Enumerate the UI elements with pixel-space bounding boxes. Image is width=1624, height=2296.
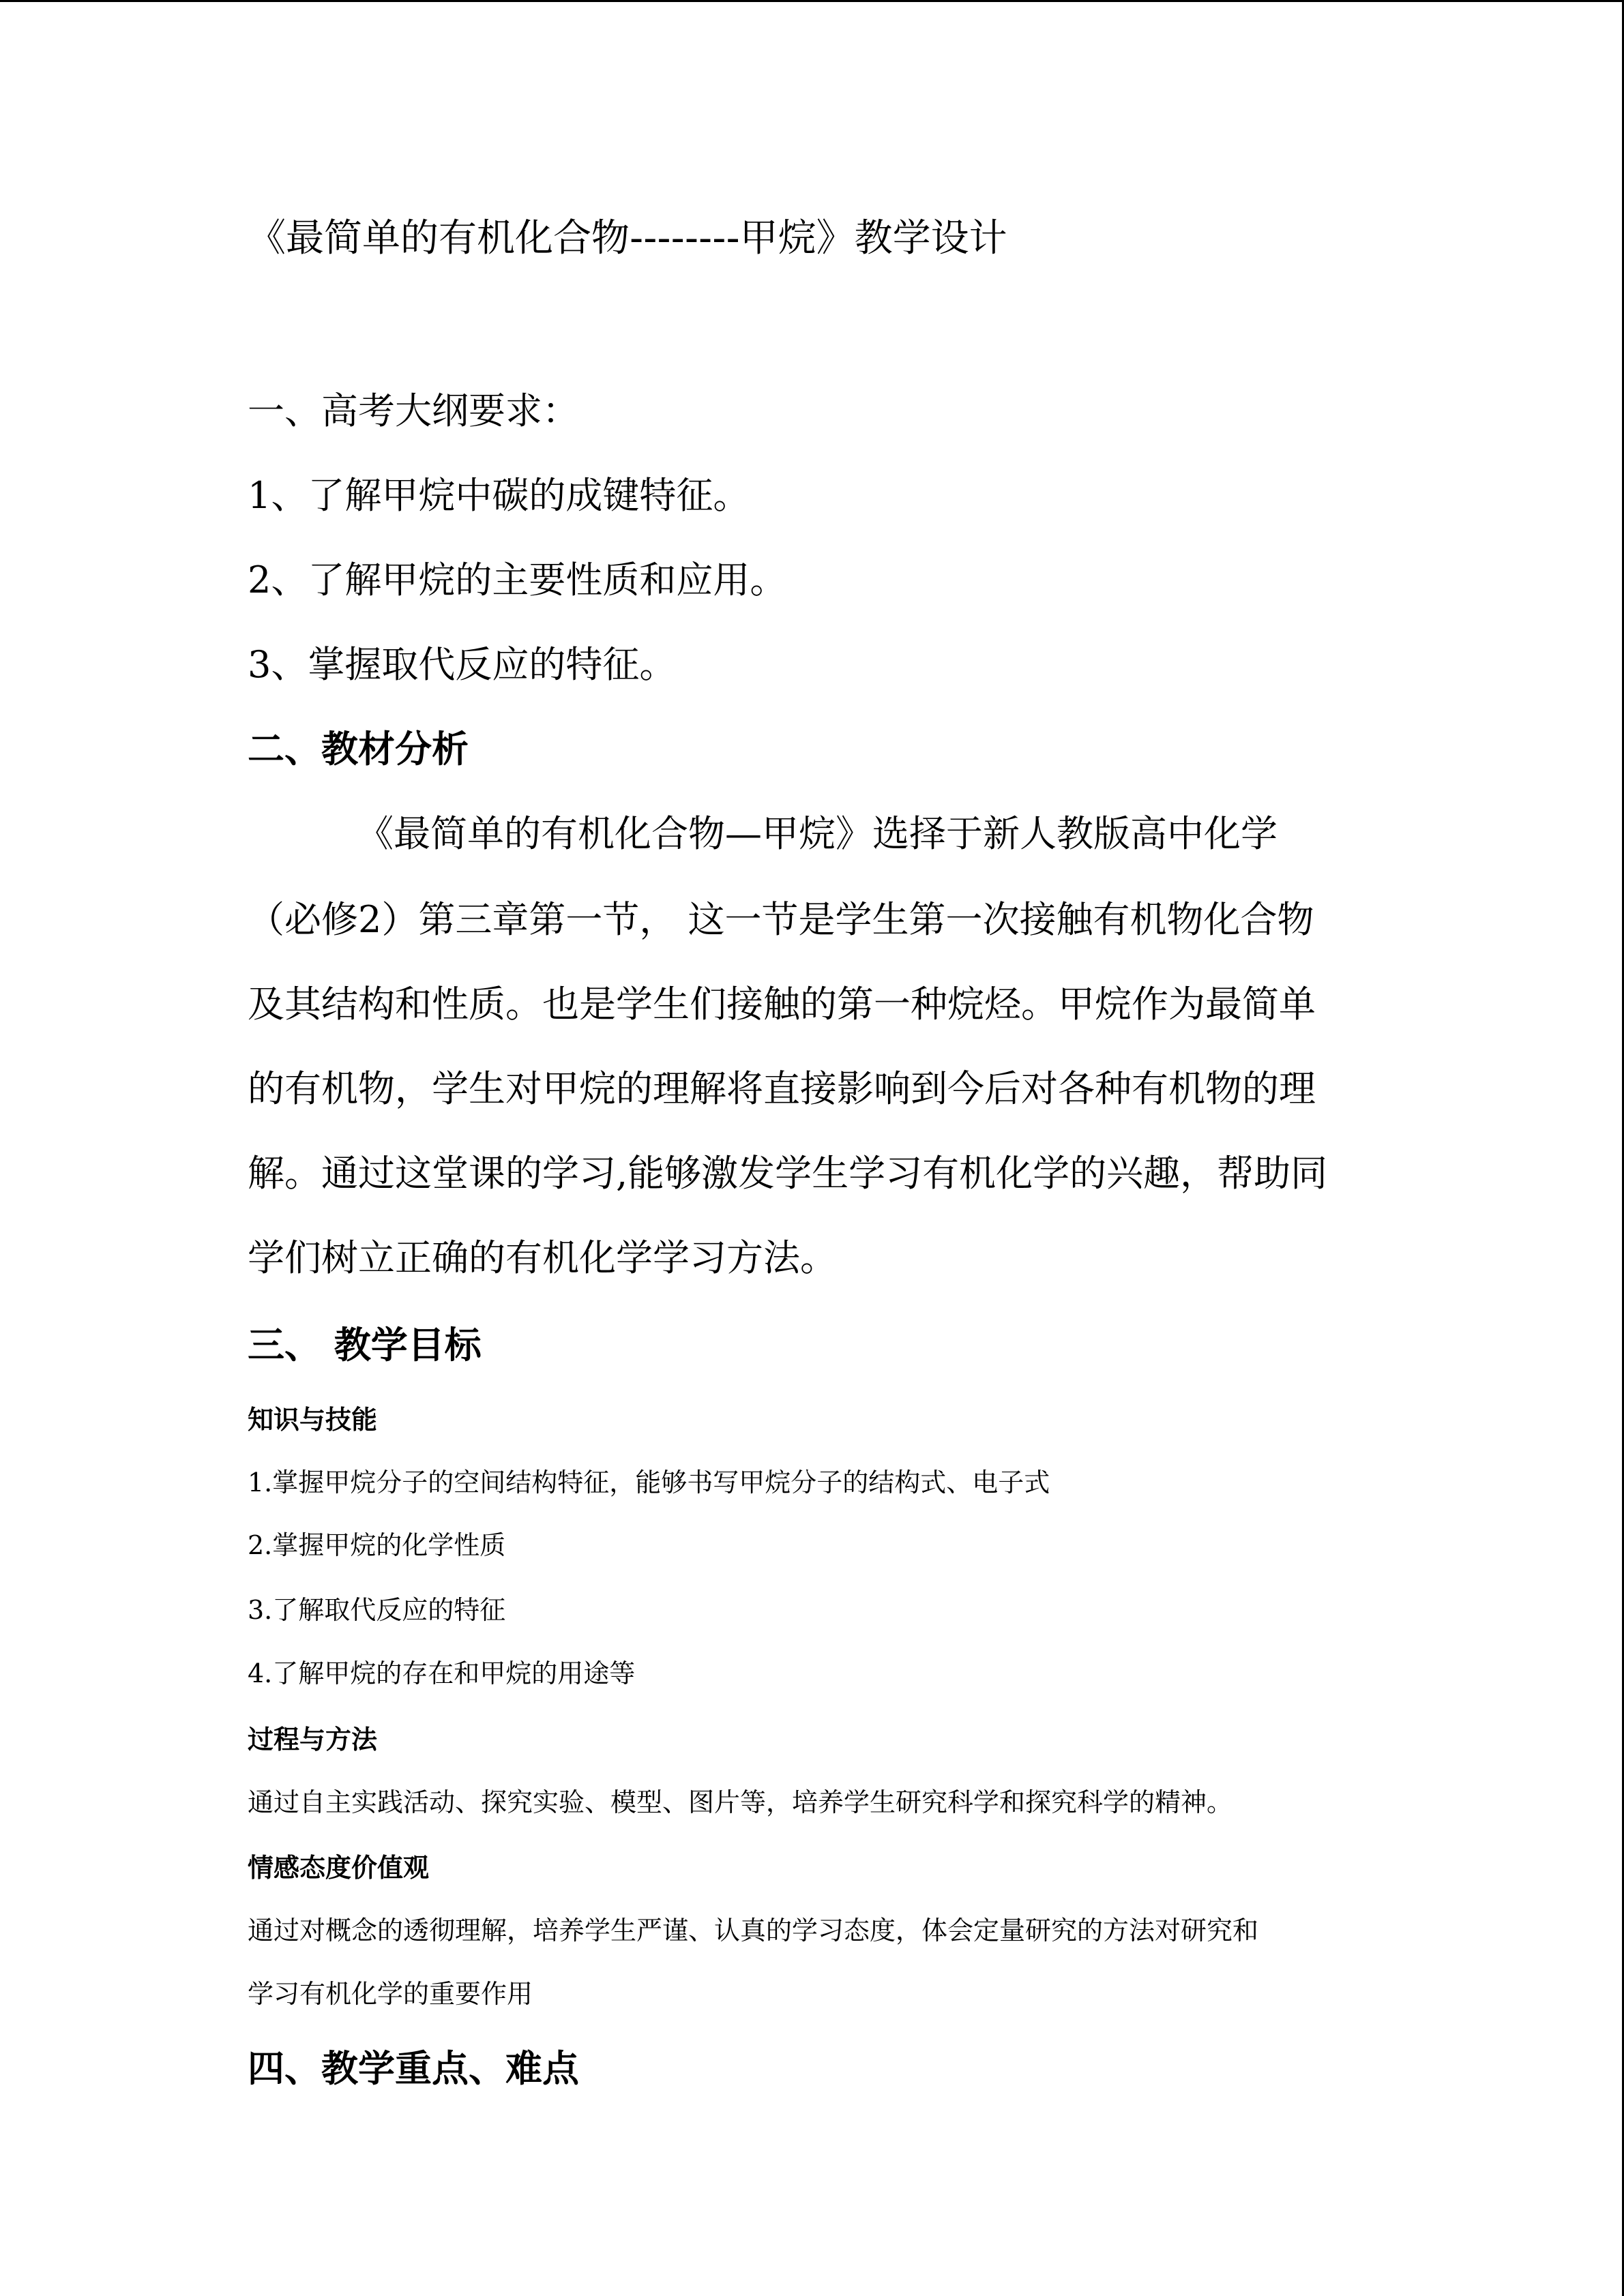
section2-line-2: （必修2）第三章第一节， 这一节是学生第一次接触有机物化合物 <box>248 898 1314 941</box>
emotion-line-2: 学习有机化学的重要作用 <box>248 1979 533 2009</box>
document-title: 《最简单的有机化合物--------甲烷》教学设计 <box>248 216 1007 260</box>
section2-line-3: 及其结构和性质。也是学生们接触的第一种烷烃。甲烷作为最简单 <box>248 983 1316 1026</box>
section1-heading: 一、高考大纲要求： <box>248 389 579 432</box>
section2-line-5: 解。通过这堂课的学习,能够激发学生学习有机化学的兴趣，帮助同 <box>248 1152 1328 1195</box>
section1-item-3: 3、掌握取代反应的特征。 <box>248 643 677 686</box>
process-heading: 过程与方法 <box>248 1725 378 1755</box>
section2-heading: 二、教材分析 <box>248 728 469 771</box>
knowledge-item-4: 4.了解甲烷的存在和甲烷的用途等 <box>248 1658 636 1688</box>
section2-line-4: 的有机物，学生对甲烷的理解将直接影响到今后对各种有机物的理 <box>248 1067 1316 1110</box>
knowledge-item-1: 1.掌握甲烷分子的空间结构特征，能够书写甲烷分子的结构式、电子式 <box>248 1467 1050 1497</box>
knowledge-heading: 知识与技能 <box>248 1405 378 1435</box>
section3-heading: 三、 教学目标 <box>248 1324 482 1367</box>
section1-item-2: 2、了解甲烷的主要性质和应用。 <box>248 558 787 601</box>
section2-line-6: 学们树立正确的有机化学学习方法。 <box>248 1236 837 1279</box>
emotion-heading: 情感态度价值观 <box>248 1853 430 1883</box>
emotion-line-1: 通过对概念的透彻理解，培养学生严谨、认真的学习态度，体会定量研究的方法对研究和 <box>248 1915 1259 1945</box>
knowledge-item-2: 2.掌握甲烷的化学性质 <box>248 1530 506 1560</box>
knowledge-item-3: 3.了解取代反应的特征 <box>248 1595 506 1625</box>
section1-item-1: 1、了解甲烷中碳的成键特征。 <box>248 474 750 517</box>
section2-line-1: 《最简单的有机化合物—甲烷》选择于新人教版高中化学 <box>357 812 1278 855</box>
section4-heading: 四、教学重点、难点 <box>248 2047 579 2090</box>
page-border-top <box>0 0 1624 2</box>
process-text: 通过自主实践活动、探究实验、模型、图片等，培养学生研究科学和探究科学的精神。 <box>248 1787 1233 1817</box>
